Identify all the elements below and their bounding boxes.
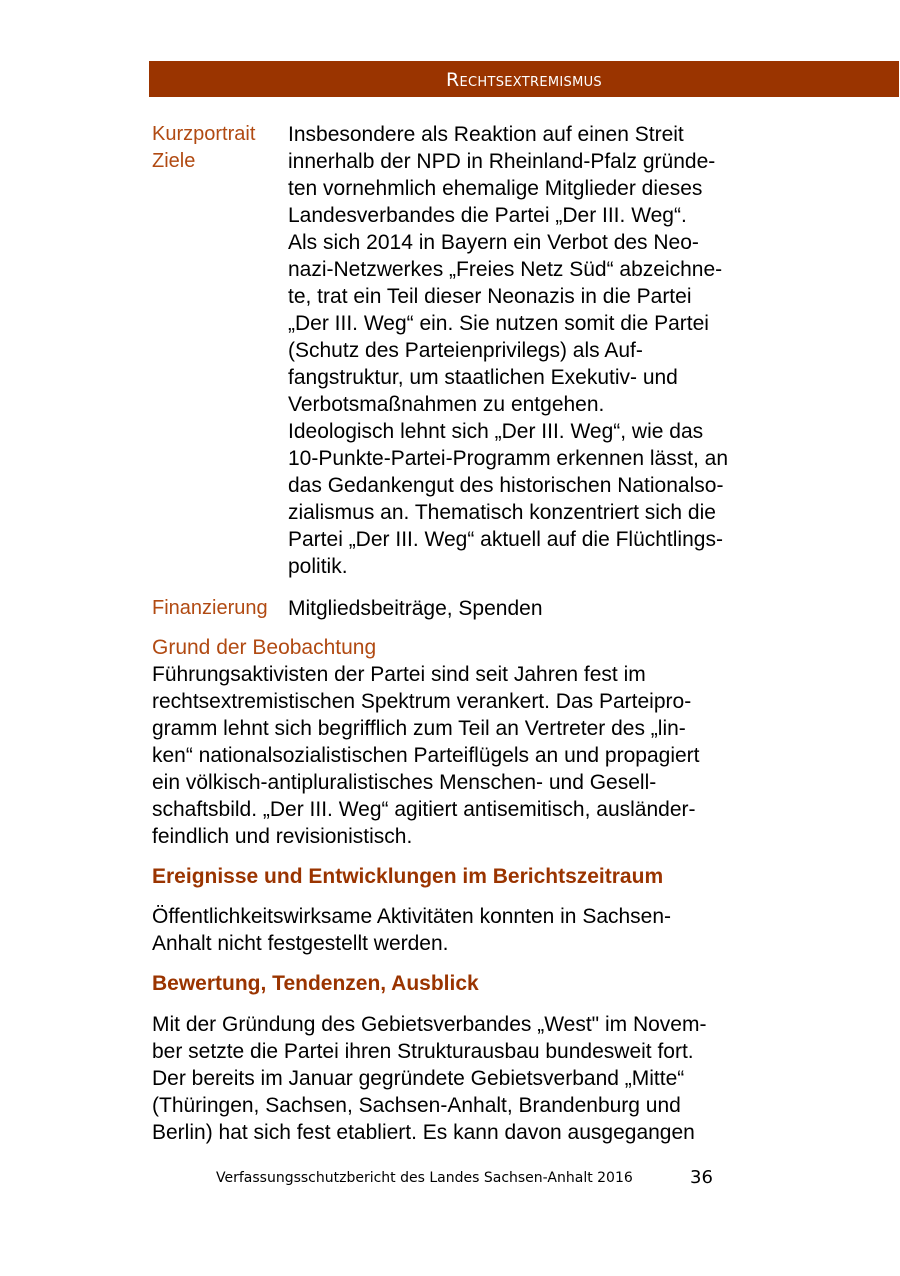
assessment-paragraph: Mit der Gründung des Gebietsverbandes „West" im Novem- ber setzte die Partei ihren Strukturausbau bundesweit fort. Der bereits im Januar gegründete Gebietsverband „Mitte“ (Thüringen, Sachsen, Sachsen-Anhalt, Brandenburg und Berlin) hat sich fest etabliert. Es kann davon ausgegangen: [152, 1013, 707, 1144]
events-text: [152, 903, 812, 957]
finance-text: Mitgliedsbeiträge, Spenden: [288, 597, 543, 620]
assessment-heading: Bewertung, Tendenzen, Ausblick: [152, 972, 479, 995]
section-banner: [149, 61, 899, 97]
portrait-paragraph-3: Ideologisch lehnt sich „Der III. Weg“, wie das 10-Punkte-Partei-Programm erkennen lässt, an das Gedankengut des historischen Nationalso- zialismus an. Thematisch konzentriert sich die Partei „Der III. Weg“ aktuell auf die Flüchtlings- politik.: [288, 420, 729, 578]
portrait-paragraph-2: Als sich 2014 in Bayern ein Verbot des Neo- nazi-Netzwerkes „Freies Netz Süd“ abzeichne- te, trat ein Teil dieser Neonazis in die Partei „Der III. Weg“ ein. Sie nutzen somit die Partei (Schutz des Parteienprivilegs) als Auf- fangstruktur, um staatlichen Exekutiv- und Verbotsmaßnahmen zu entgehen.: [288, 231, 723, 416]
reason-paragraph: Führungsaktivisten der Partei sind seit Jahren fest im rechtsextremistischen Spektrum verankert. Das Parteipro- gramm lehnt sich begrifflich zum Teil an Vertreter des „lin- ken“ nationalsozialistischen Parteiflügels an und propagiert ein völkisch-antipluralistisches Menschen- und Gesell- schaftsbild. „Der III. Weg“ agitiert antisemitisch, ausländer- feindlich und revisionistisch.: [152, 663, 700, 848]
portrait-text: [288, 121, 808, 580]
label-finanzierung: Finanzierung: [152, 597, 268, 619]
assessment-text: [152, 1011, 812, 1146]
events-paragraph: Öffentlichkeitswirksame Aktivitäten konnten in Sachsen- Anhalt nicht festgestellt werden.: [152, 905, 672, 955]
label-ziele: Ziele: [152, 150, 196, 172]
page-number: 36: [690, 1167, 713, 1188]
label-grund: Grund der Beobachtung: [152, 636, 377, 659]
page-footer: Verfassungsschutzbericht des Landes Sachsen-Anhalt 2016: [216, 1170, 633, 1186]
label-kurzportrait: Kurzportrait: [152, 123, 256, 145]
events-heading: Ereignisse und Entwicklungen im Berichtszeitraum: [152, 865, 664, 888]
portrait-labels: [152, 121, 284, 175]
reason-text: [152, 661, 812, 850]
portrait-paragraph-1: Insbesondere als Reaktion auf einen Streit innerhalb der NPD in Rheinland-Pfalz gründe- ten vornehmlich ehemalige Mitglieder dieses Landesverbandes die Partei „Der III. Weg“.: [288, 123, 716, 227]
section-title: Rechtsextremismus: [446, 69, 602, 91]
